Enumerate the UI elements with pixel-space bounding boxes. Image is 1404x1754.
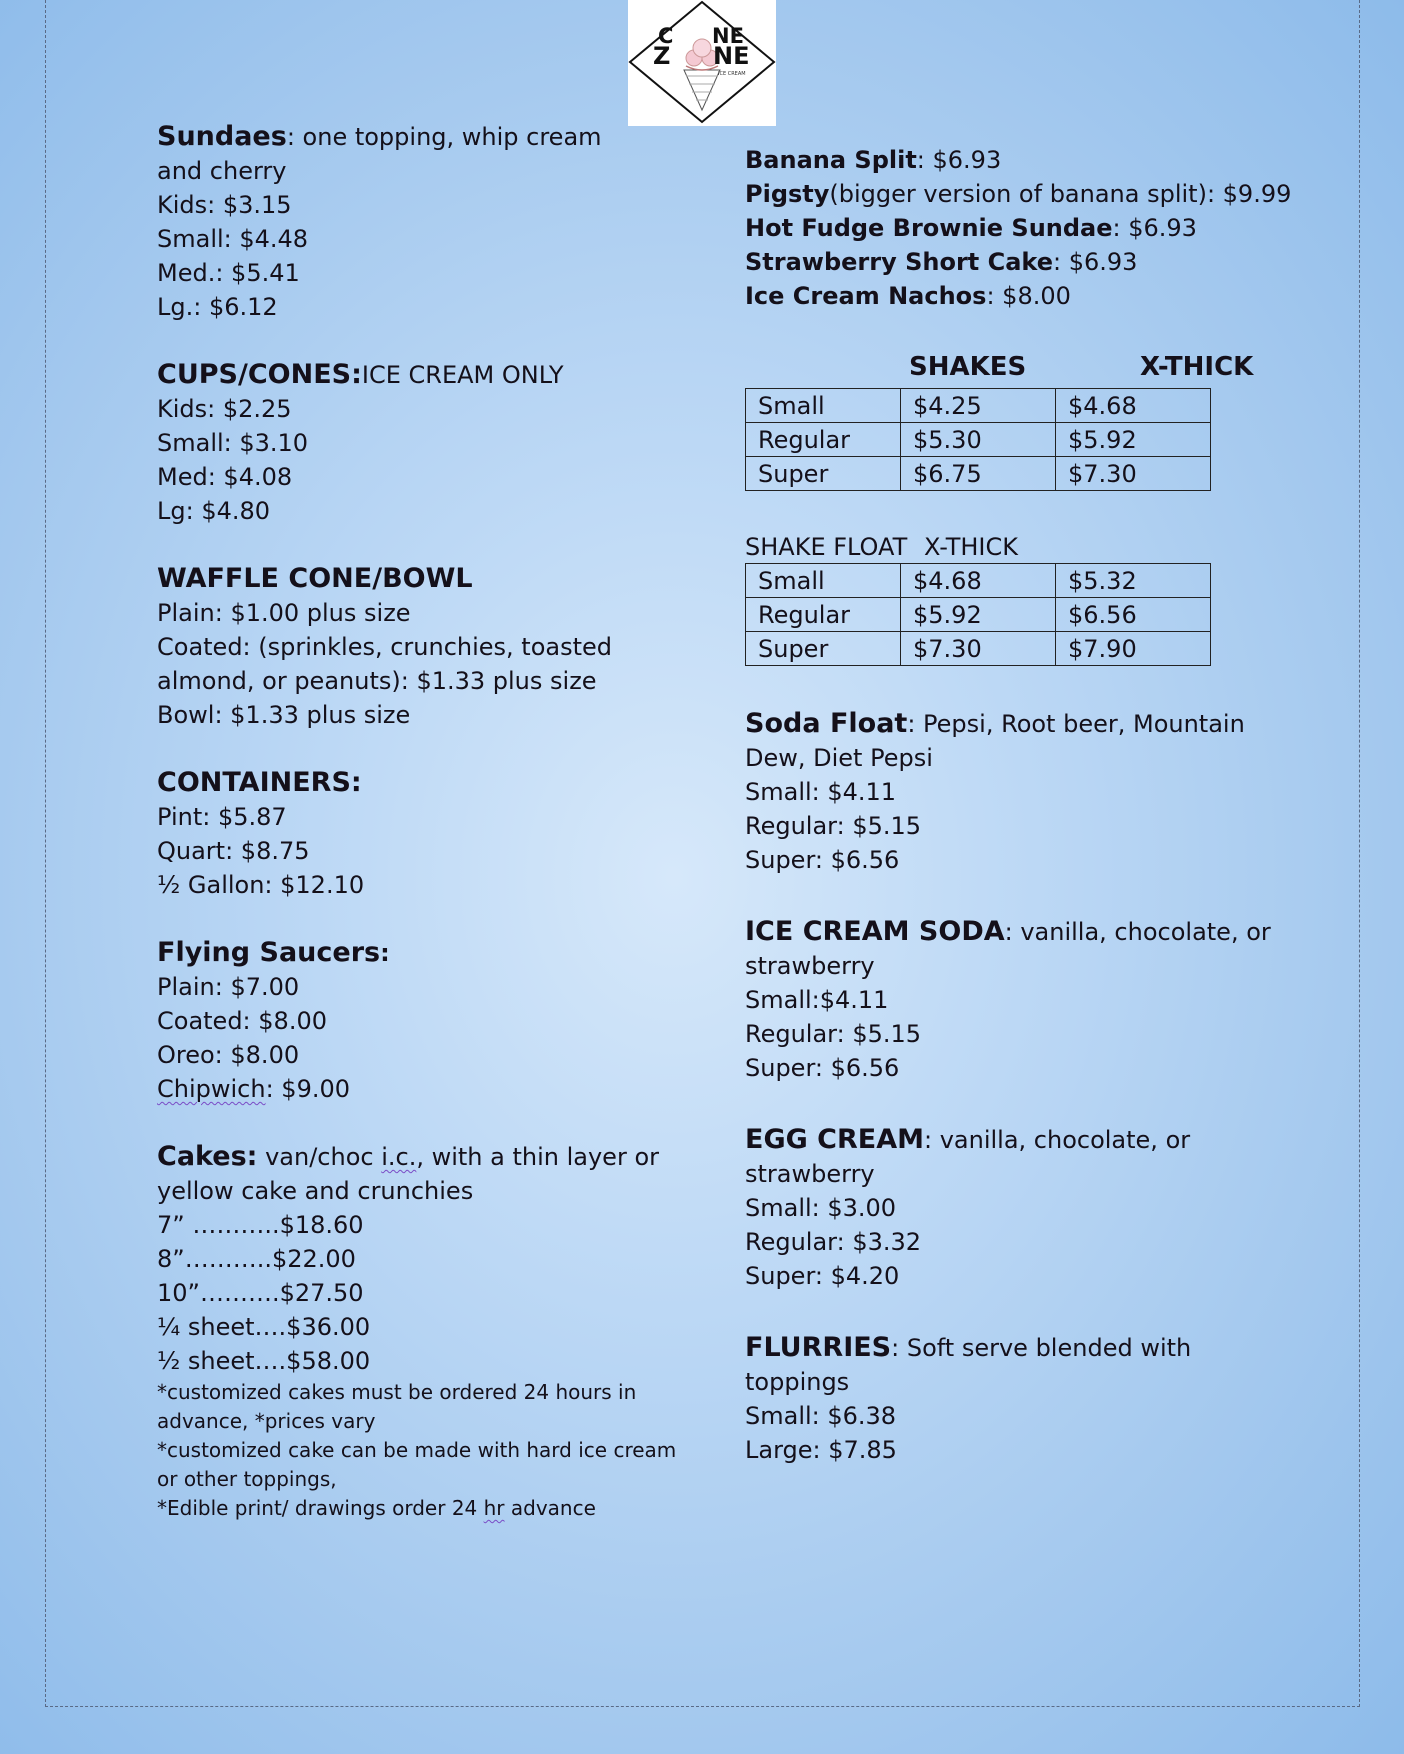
cakes-item: 7” ………..$18.60 [157,1211,364,1239]
ice-cream-soda-item: Small:$4.11 [745,986,889,1014]
size-cell: Regular [746,598,901,632]
size-cell: Super [746,457,901,491]
table-row [746,457,1211,491]
table-row [746,564,1211,598]
cakes-title: Cakes: [157,1141,258,1172]
right-column [745,143,1292,313]
price-cell: $6.56 [1056,598,1211,632]
right-lower-column [745,707,1305,1467]
logo-text-ne-top: NE [712,24,744,48]
cakes-item: ¼ sheet….$36.00 [157,1313,371,1341]
ice-cream-soda-desc: : vanilla, chocolate, or [1004,918,1271,946]
logo-letter-c: C [658,24,674,48]
float-xthick-header: X-THICK [924,533,1018,561]
egg-cream-item: Super: $4.20 [745,1262,900,1290]
cakes-note: *customized cakes must be ordered 24 hours in [157,1380,637,1404]
egg-cream-item: Regular: $3.32 [745,1228,922,1256]
shakes-header: SHAKES [909,352,1027,382]
waffle-item: almond, or peanuts): $1.33 plus size [157,667,597,695]
cups-title: CUPS/CONES: [157,359,362,390]
special-price: (bigger version of banana split): $9.99 [829,180,1292,208]
size-cell: Small [746,564,901,598]
ice-cream-soda-item: Regular: $5.15 [745,1020,922,1048]
special-name: Ice Cream Nachos [745,282,987,310]
special-name: Hot Fudge Brownie Sundae [745,214,1113,242]
egg-cream-item: Small: $3.00 [745,1194,897,1222]
saucers-colon: : [380,939,390,967]
flurries-item: Large: $7.85 [745,1436,897,1464]
shake-float-header: SHAKE FLOAT [745,533,908,561]
egg-cream-title: EGG CREAM [745,1124,924,1155]
price-cell: $4.68 [901,564,1056,598]
flurries-title: FLURRIES [745,1332,892,1363]
sundaes-item: Small: $4.48 [157,225,309,253]
cakes-item: 8”………..$22.00 [157,1245,356,1273]
soda-float-item: Regular: $5.15 [745,812,922,840]
ice-cream-soda-title: ICE CREAM SODA [745,916,1005,947]
flurries-desc-cont: toppings [745,1368,850,1396]
price-cell: $5.30 [901,423,1056,457]
sundaes-item: Kids: $3.15 [157,191,292,219]
waffle-item: Coated: (sprinkles, crunchies, toasted [157,633,613,661]
flurries-section [745,1331,1305,1467]
cakes-section [157,1140,677,1523]
soda-float-desc-cont: Dew, Diet Pepsi [745,744,933,772]
price-cell: $4.68 [1056,389,1211,423]
cakes-desc-b: , with a thin layer or [416,1143,659,1171]
price-cell: $4.25 [901,389,1056,423]
containers-item: Quart: $8.75 [157,837,310,865]
cakes-note-b: advance [504,1496,596,1520]
soda-float-section [745,707,1305,877]
price-cell: $6.75 [901,457,1056,491]
waffle-title: WAFFLE CONE/BOWL [157,563,473,594]
cups-desc: ICE CREAM ONLY [361,361,564,389]
cakes-desc-a: van/choc [257,1143,382,1171]
price-cell: $5.92 [1056,423,1211,457]
table-row [746,423,1211,457]
sundaes-desc-cont: and cherry [157,157,287,185]
table-row [746,389,1211,423]
waffle-item: Plain: $1.00 plus size [157,599,411,627]
containers-item: Pint: $5.87 [157,803,287,831]
containers-title: CONTAINERS: [157,767,362,798]
logo-diamond-icon [628,0,776,126]
special-price: : $6.93 [916,146,1002,174]
price-cell: $5.32 [1056,564,1211,598]
left-column [157,120,677,1523]
cone-zone-logo [628,0,776,126]
cakes-item: ½ sheet….$58.00 [157,1347,371,1375]
sundaes-item: Med.: $5.41 [157,259,300,287]
cakes-desc-ic: i.c. [381,1143,417,1171]
xthick-header: X-THICK [1140,352,1254,382]
waffle-item: Bowl: $1.33 plus size [157,701,411,729]
ice-cream-soda-desc-cont: strawberry [745,952,875,980]
ice-cream-soda-item: Super: $6.56 [745,1054,900,1082]
cups-item: Med: $4.08 [157,463,293,491]
soda-float-title: Soda Float [745,708,908,739]
shakes-table [745,388,1211,491]
flurries-desc: : Soft serve blended with [891,1334,1192,1362]
table-row [746,632,1211,666]
table-row [746,598,1211,632]
cakes-note: *customized cake can be made with hard ice cream [157,1438,677,1462]
saucers-section [157,936,677,1106]
egg-cream-desc: : vanilla, chocolate, or [923,1126,1191,1154]
special-price: : $6.93 [1053,248,1138,276]
special-name: Strawberry Short Cake [745,248,1054,276]
special-price: : $8.00 [986,282,1071,310]
special-name: Pigsty [745,180,830,208]
sundaes-section [157,120,677,324]
price-cell: $7.30 [1056,457,1211,491]
saucers-item: Oreo: $8.00 [157,1041,300,1069]
cups-section [157,358,677,528]
cakes-note: or other toppings, [157,1467,337,1491]
price-cell: $5.92 [901,598,1056,632]
cakes-note: advance, *prices vary [157,1409,376,1433]
cups-item: Small: $3.10 [157,429,309,457]
logo-letter-z: Z [653,42,671,70]
logo-text-ne-bottom: NE [713,42,750,70]
price-cell: $7.90 [1056,632,1211,666]
special-name: Banana Split [745,146,917,174]
cakes-item: 10”……….$27.50 [157,1279,364,1307]
soda-float-desc: : Pepsi, Root beer, Mountain [907,710,1245,738]
chipwich-name: Chipwich [157,1075,266,1103]
sundaes-title: Sundaes [157,121,287,152]
sundaes-desc: : one topping, whip cream [286,123,602,151]
ice-cream-soda-section [745,915,1305,1085]
price-cell: $7.30 [901,632,1056,666]
egg-cream-desc-cont: strawberry [745,1160,875,1188]
soda-float-item: Small: $4.11 [745,778,897,806]
containers-section [157,766,677,902]
shake-float-table [745,563,1211,666]
egg-cream-section [745,1123,1305,1293]
cups-item: Lg: $4.80 [157,497,271,525]
size-cell: Regular [746,423,901,457]
cakes-desc-cont: yellow cake and crunchies [157,1177,474,1205]
size-cell: Small [746,389,901,423]
chipwich-price: : $9.00 [265,1075,350,1103]
special-price: : $6.93 [1112,214,1197,242]
soda-float-item: Super: $6.56 [745,846,900,874]
cakes-note-a: *Edible print/ drawings order 24 [157,1496,484,1520]
saucers-item: Coated: $8.00 [157,1007,327,1035]
waffle-section [157,562,677,732]
saucers-title: Flying Saucers [157,937,381,968]
saucers-item: Plain: $7.00 [157,973,300,1001]
size-cell: Super [746,632,901,666]
containers-item: ½ Gallon: $12.10 [157,871,365,899]
flurries-item: Small: $6.38 [745,1402,897,1430]
cakes-note-hr: hr [483,1496,505,1520]
logo-subtext: ICE CREAM [718,71,746,77]
sundaes-item: Lg.: $6.12 [157,293,278,321]
cups-item: Kids: $2.25 [157,395,292,423]
